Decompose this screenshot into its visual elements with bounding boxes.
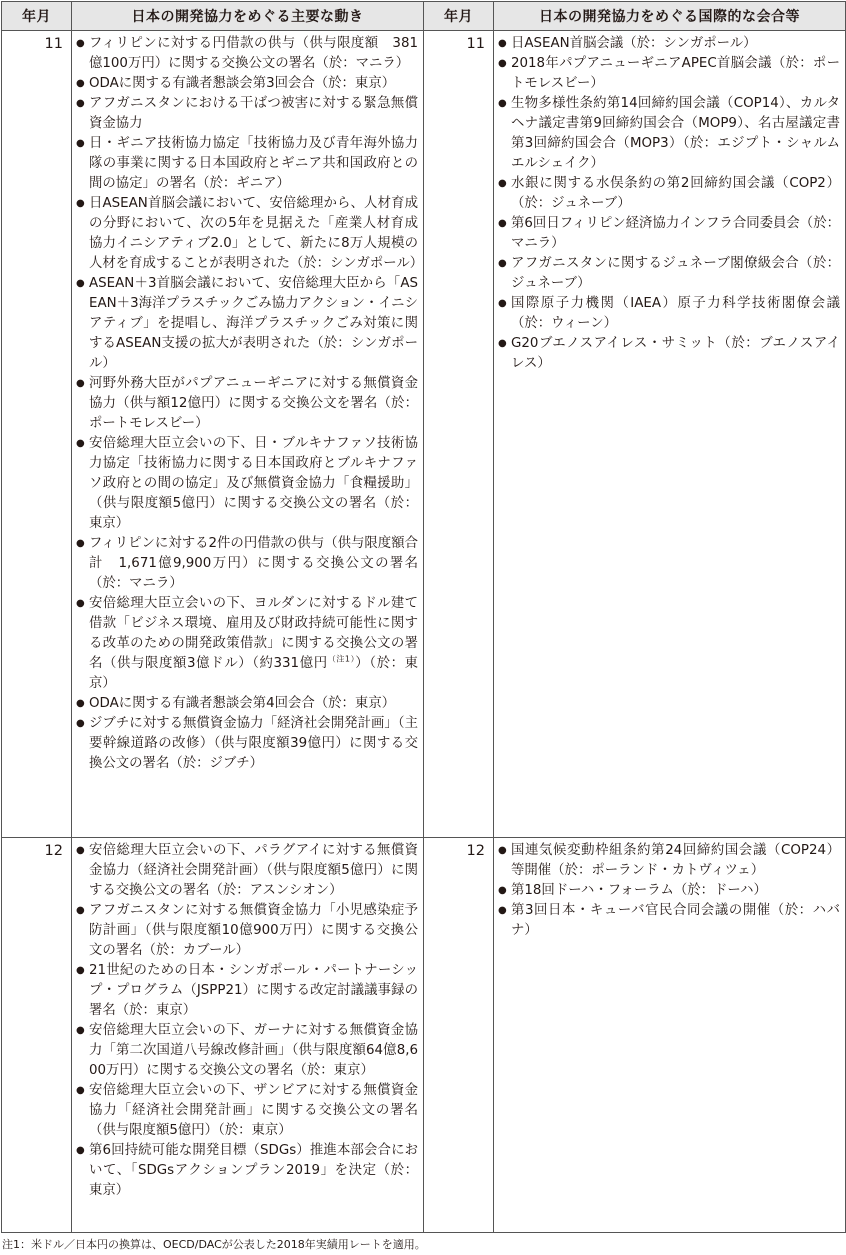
- domestic-list: [72, 31, 423, 774]
- month-cell: 11: [424, 31, 494, 838]
- list-item: ● 生物多様性条約第14回締約国会議（COP14）、カルタヘナ議定書第9回締約国会合（MOP9）、名古屋議定書第3回締約国会合（MOP3）（於：エジプト・シャルムエルシェイク）: [498, 94, 840, 174]
- list-item: ● 安倍総理大臣立会いの下、ガーナに対する無償資金協力「第二次国道八号線改修計画」（供与限度額64億8,600万円）に関する交換公文の署名（於：東京）: [76, 1021, 418, 1081]
- list-item: ● 2018年パプアニューギニアAPEC首脳会議（於：ポートモレスビー）: [498, 54, 840, 94]
- list-item: ● G20ブエノスアイレス・サミット（於：ブエノスアイレス）: [498, 334, 840, 374]
- list-item: ● 安倍総理大臣立会いの下、日・ブルキナファソ技術協力協定「技術協力に関する日本国政府とブルキナファソ政府との間の協定」及び無償資金協力「食糧援助」（供与限度額5億円）に関する交換公文の署名（於：東京）: [76, 434, 418, 534]
- list-item: ● 国連気候変動枠組条約第24回締約国会議（COP24）等開催（於：ポーランド・カトヴィツェ）: [498, 841, 840, 881]
- list-item: ● 安倍総理大臣立会いの下、ザンビアに対する無償資金協力「経済社会開発計画」に関する交換公文の署名（供与限度額5億円）（於：東京）: [76, 1081, 418, 1141]
- international-list: [494, 31, 845, 374]
- list-item: ● 国際原子力機関（IAEA）原子力科学技術閣僚会議（於：ウィーン）: [498, 294, 840, 334]
- list-item: ● 安倍総理大臣立会いの下、パラグアイに対する無償資金協力（経済社会開発計画）（供与限度額5億円）に関する交換公文の署名（於：アスンシオン）: [76, 841, 418, 901]
- header-domestic: 日本の開発協力をめぐる主要な動き: [72, 2, 424, 31]
- header-row: [2, 2, 846, 31]
- list-item: ● 第3回日本・キューバ官民合同会議の開催（於：ハバナ）: [498, 901, 840, 941]
- international-cell: [494, 838, 846, 1233]
- jordan-text: 安倍総理大臣立会いの下、ヨルダンに対するドル建て借款「ビジネス環境、雇用及び財政持続可能性に関する改革のための開発政策借款」に関する交換公文の署名（供与限度額3億ドル）（約331億円: [89, 596, 418, 671]
- domestic-list: [72, 838, 423, 1201]
- list-item: ● フィリピンに対する円借款の供与（供与限度額 381億100万円）に関する交換公文の署名（於：マニラ）: [76, 34, 418, 74]
- list-item: ● 日・ギニア技術協力協定「技術協力及び青年海外協力隊の事業に関する日本国政府とギニア共和国政府との間の協定」の署名（於：ギニア）: [76, 134, 418, 194]
- list-item: ● アフガニスタンに関するジュネーブ閣僚級会合（於：ジュネーブ）: [498, 254, 840, 294]
- international-list: [494, 838, 845, 941]
- list-item: ● ASEAN＋3首脳会議において、安倍総理大臣から「ASEAN＋3海洋プラスチックごみ協力アクション・イニシアティブ」を提唱し、海洋プラスチックごみ対策に関するASEAN支援の拡大が表明された（於：シンガポール）: [76, 274, 418, 374]
- domestic-cell: [72, 838, 424, 1233]
- list-item: ● 第18回ドーハ・フォーラム（於：ドーハ）: [498, 881, 840, 901]
- development-cooperation-table: [1, 1, 846, 1233]
- list-item: ● 日ASEAN首脳会議（於：シンガポール）: [498, 34, 840, 54]
- table-row: [2, 31, 846, 838]
- list-item: ● 水銀に関する水俣条約の第2回締約国会議（COP2）（於：ジュネーブ）: [498, 174, 840, 214]
- month-cell: 12: [424, 838, 494, 1233]
- footnote-marker: （注1）: [327, 654, 356, 664]
- list-item: ● 第6回持続可能な開発目標（SDGs）推進本部会合において、「SDGsアクションプラン2019」を決定（於：東京）: [76, 1141, 418, 1201]
- list-item: ● 河野外務大臣がパプアニューギニアに対する無償資金協力（供与額12億円）に関する交換公文を署名（於：ポートモレスビー）: [76, 374, 418, 434]
- header-month-2: 年月: [424, 2, 494, 31]
- header-international: 日本の開発協力をめぐる国際的な会合等: [494, 2, 846, 31]
- list-item: ● フィリピンに対する2件の円借款の供与（供与限度額合計 1,671億9,900万円）に関する交換公文の署名（於：マニラ）: [76, 534, 418, 594]
- international-cell: [494, 31, 846, 838]
- list-item: ● ODAに関する有識者懇談会第3回会合（於：東京）: [76, 74, 418, 94]
- list-item: ● アフガニスタンに対する無償資金協力「小児感染症予防計画」（供与限度額10億900万円）に関する交換公文の署名（於：カブール）: [76, 901, 418, 961]
- month-cell: 12: [2, 838, 72, 1233]
- jordan-text-end: ）（於：東京）: [89, 656, 418, 691]
- footnote: 注1：米ドル／日本円の換算は、OECD/DACが公表した2018年実績用レートを適用。: [2, 1238, 426, 1251]
- list-item: ● 第6回日フィリピン経済協力インフラ合同委員会（於：マニラ）: [498, 214, 840, 254]
- list-item: ● ジブチに対する無償資金協力「経済社会開発計画」（主要幹線道路の改修）（供与限度額39億円）に関する交換公文の署名（於：ジブチ）: [76, 714, 418, 774]
- list-item: [76, 594, 418, 694]
- domestic-cell: [72, 31, 424, 838]
- list-item: ● アフガニスタンにおける干ばつ被害に対する緊急無償資金協力: [76, 94, 418, 134]
- list-item: ● ODAに関する有識者懇談会第4回会合（於：東京）: [76, 694, 418, 714]
- header-month: 年月: [2, 2, 72, 31]
- list-item: ● 21世紀のための日本・シンガポール・パートナーシップ・プログラム（JSPP21）に関する改定討議議事録の署名（於：東京）: [76, 961, 418, 1021]
- list-item: ● 日ASEAN首脳会議において、安倍総理から、人材育成の分野において、次の5年を見据えた「産業人材育成協力イニシアティブ2.0」として、新たに8万人規模の人材を育成することが表明された（於：シンガポール）: [76, 194, 418, 274]
- table-row: [2, 838, 846, 1233]
- month-cell: 11: [2, 31, 72, 838]
